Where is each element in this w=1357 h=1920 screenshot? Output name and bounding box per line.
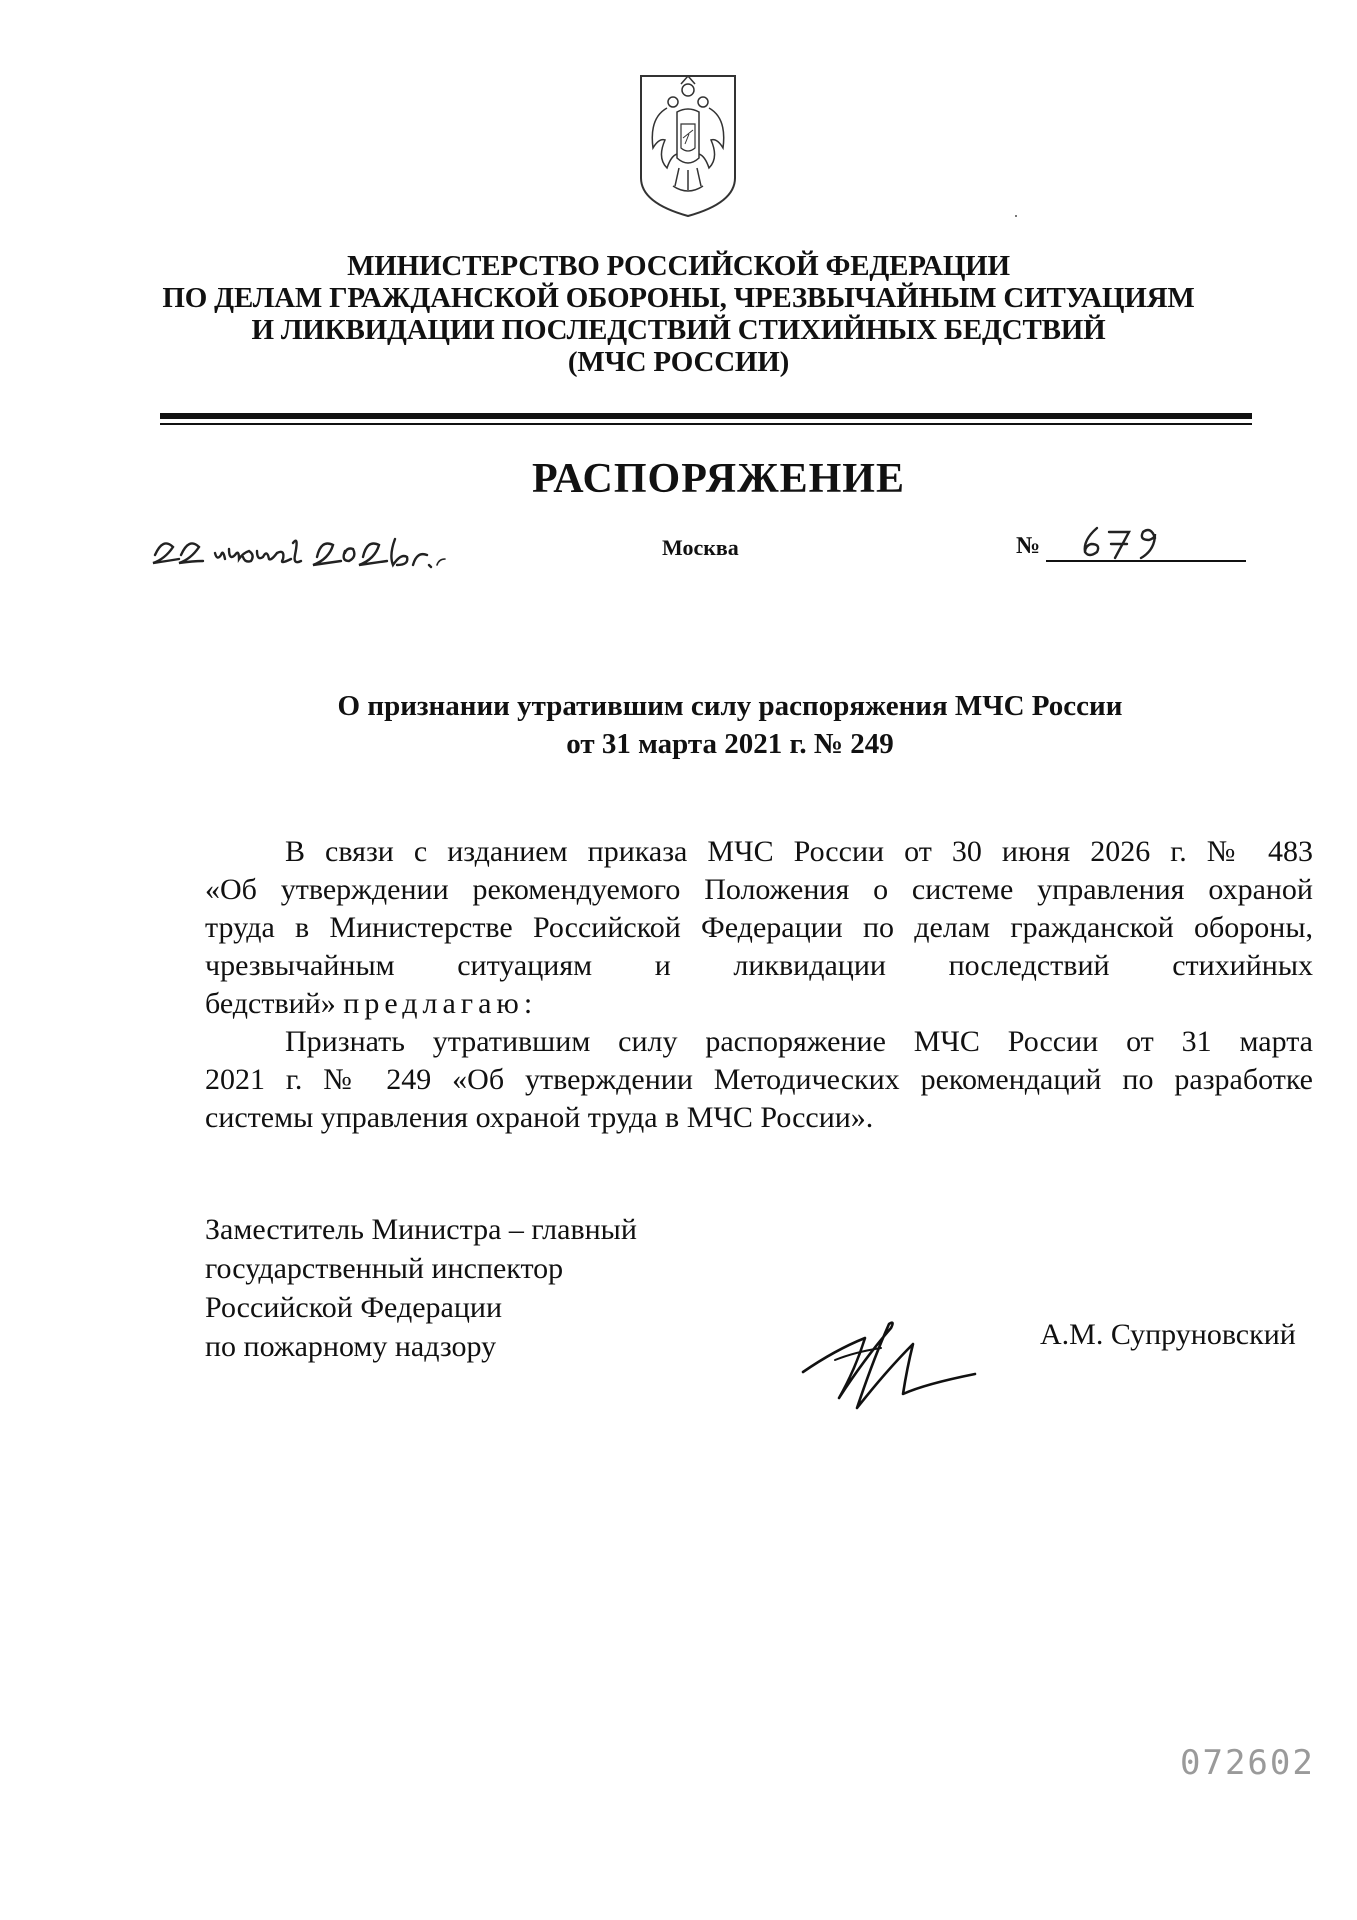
body-p1-line-3: труда в Министерстве Российской Федерации по делам гражданской обороны, bbox=[205, 911, 1313, 944]
header-line-1: МИНИСТЕРСТВО РОССИЙСКОЙ ФЕДЕРАЦИИ bbox=[347, 250, 1010, 282]
body-p1-line-1: В связи с изданием приказа МЧС России от 30 июня 2026 г. № 483 bbox=[285, 835, 1313, 868]
body-p2-line-3: системы управления охраной труда в МЧС России». bbox=[205, 1101, 874, 1134]
body-p1-last-prefix: бедствий» bbox=[205, 987, 336, 1020]
position-line-4: по пожарному надзору bbox=[205, 1330, 497, 1363]
city: Москва bbox=[662, 535, 739, 560]
body-p1-line-2: «Об утверждении рекомендуемого Положения о системе управления охраной bbox=[205, 873, 1313, 906]
ministry-header bbox=[100, 250, 1257, 378]
document-title bbox=[260, 687, 1200, 763]
scan-speck bbox=[1015, 215, 1017, 217]
header-line-2: ПО ДЕЛАМ ГРАЖДАНСКОЙ ОБОРОНЫ, ЧРЕЗВЫЧАЙНЫМ СИТУАЦИЯМ bbox=[162, 282, 1195, 314]
body-p2-line-2: 2021 г. № 249 «Об утверждении Методических рекомендаций по разработке bbox=[205, 1063, 1313, 1096]
signer-name: А.М. Супруновский bbox=[1040, 1318, 1296, 1351]
body-p2-line-1: Признать утратившим силу распоряжение МЧС России от 31 марта bbox=[285, 1025, 1313, 1058]
handwritten-number bbox=[1075, 509, 1175, 562]
position-line-3: Российской Федерации bbox=[205, 1291, 503, 1324]
signatory-position bbox=[205, 1210, 637, 1366]
header-rule-thin bbox=[160, 423, 1252, 425]
header-rule-thick bbox=[160, 413, 1252, 419]
body-p1-line-4: чрезвычайным ситуациям и ликвидации последствий стихийных bbox=[205, 949, 1313, 982]
header-line-4: (МЧС РОССИИ) bbox=[567, 346, 790, 378]
handwritten-number-text: 679 bbox=[1075, 509, 1099, 526]
position-line-1: Заместитель Министра – главный bbox=[205, 1213, 637, 1246]
handwritten-date-text: 22 июля 2026 г. bbox=[145, 512, 250, 529]
header-line-3: И ЛИКВИДАЦИИ ПОСЛЕДСТВИЙ СТИХИЙНЫХ БЕДСТВИЙ bbox=[251, 314, 1106, 346]
handwritten-signature bbox=[795, 1300, 980, 1420]
coat-of-arms-icon bbox=[637, 68, 739, 218]
title-line-2: от 31 марта 2021 г. № 249 bbox=[566, 728, 894, 760]
document-type: РАСПОРЯЖЕНИЕ bbox=[532, 456, 905, 502]
position-line-2: государственный инспектор bbox=[205, 1252, 564, 1285]
registration-stamp-number: 072602 bbox=[1180, 1743, 1315, 1783]
body-p1-line-5 bbox=[205, 985, 1313, 1023]
number-sign: № bbox=[1016, 533, 1041, 559]
title-line-1: О признании утратившим силу распоряжения МЧС России bbox=[337, 690, 1123, 722]
handwritten-date bbox=[145, 512, 455, 575]
body-p1-last-spaced: предлагаю: bbox=[343, 987, 538, 1020]
document-body bbox=[205, 833, 1313, 1137]
